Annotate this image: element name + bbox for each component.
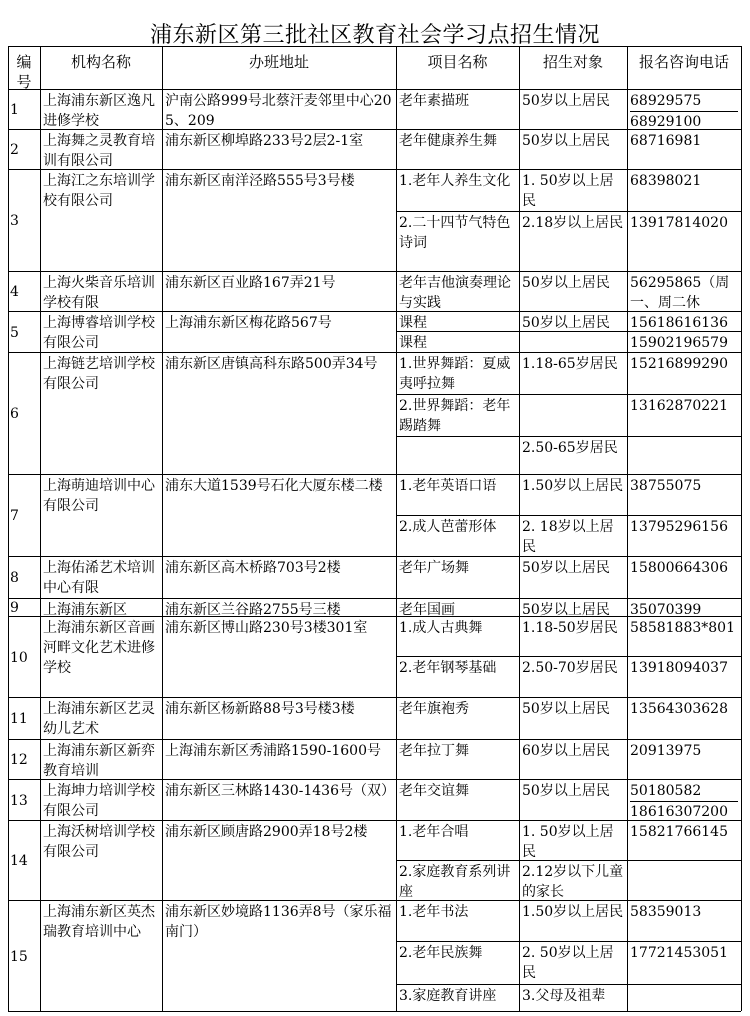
institution-name: 上海舞之灵教育培训有限公司 bbox=[43, 133, 155, 169]
project-name: 老年国画 bbox=[399, 602, 455, 616]
institution-name: 上海浦东新区逸凡进修学校 bbox=[43, 93, 155, 129]
project-name: 2.老年民族舞 bbox=[399, 945, 483, 961]
class-address: 浦东新区柳埠路233号2层2-1室 bbox=[165, 133, 364, 149]
institution-name: 上海江之东培训学校有限公司 bbox=[43, 173, 155, 209]
project-name: 2.二十四节气特色诗词 bbox=[399, 215, 511, 251]
row-number: 3 bbox=[10, 213, 19, 229]
institution-name: 上海浦东新区音画河畔文化艺术进修学校 bbox=[43, 620, 155, 676]
column-header: 项目名称 bbox=[427, 53, 488, 71]
contact-phone bbox=[627, 598, 741, 616]
phone-number: 68929100 bbox=[630, 111, 738, 129]
contact-phone bbox=[627, 169, 741, 211]
phone-number: 50180582 bbox=[630, 783, 702, 799]
phone-number: 56295865（周一、周二休 bbox=[630, 275, 730, 311]
row-number: 11 bbox=[10, 711, 28, 727]
enrollment-target: 2. 18岁以上居民 bbox=[522, 519, 614, 555]
phone-number: 13917814020 bbox=[630, 215, 728, 231]
institution-name: 上海浦东新区 bbox=[43, 602, 127, 616]
phone-number: 13162870221 bbox=[630, 398, 728, 414]
row-number: 12 bbox=[10, 752, 28, 768]
project-name bbox=[396, 436, 519, 474]
project-name: 老年素描班 bbox=[399, 93, 469, 109]
class-address: 浦东新区百业路167弄21号 bbox=[165, 275, 336, 291]
class-address: 浦东新区顾唐路2900弄18号2楼 bbox=[165, 824, 368, 840]
contact-phone bbox=[627, 515, 741, 556]
project-name: 老年拉丁舞 bbox=[399, 743, 469, 759]
contact-phone bbox=[627, 900, 741, 941]
enrollment-target: 50岁以上居民 bbox=[522, 133, 610, 149]
enrollment-target: 50岁以上居民 bbox=[522, 275, 610, 291]
phone-number: 58581883*801 bbox=[630, 620, 735, 636]
row-number: 4 bbox=[10, 284, 19, 300]
row-number: 5 bbox=[10, 324, 19, 341]
enrollment-target: 1.50岁以上居民 bbox=[522, 904, 624, 920]
row-number: 15 bbox=[10, 948, 28, 965]
project-name: 3.家庭教育讲座 bbox=[399, 988, 497, 1004]
row-number: 8 bbox=[10, 570, 19, 586]
project-name: 老年吉他演奏理论与实践 bbox=[399, 275, 511, 311]
enrollment-target: 1.18-50岁居民 bbox=[522, 620, 618, 636]
phone-number: 15902196579 bbox=[630, 335, 728, 351]
phone-number: 68929575 bbox=[630, 93, 702, 109]
phone-number: 68398021 bbox=[630, 173, 702, 189]
project-name: 老年健康养生舞 bbox=[399, 133, 497, 149]
contact-phone bbox=[627, 556, 741, 598]
enrollment-target: 1.50岁以上居民 bbox=[522, 478, 624, 494]
enrollment-target: 1. 50岁以上居民 bbox=[522, 824, 614, 860]
project-name: 1.老年书法 bbox=[399, 904, 469, 920]
contact-phone bbox=[627, 271, 741, 311]
project-name: 老年广场舞 bbox=[399, 560, 469, 576]
contact-phone bbox=[627, 89, 741, 129]
enrollment-target: 2. 50岁以上居民 bbox=[522, 945, 614, 981]
institution-name: 上海浦东新区新弈教育培训 bbox=[43, 743, 155, 779]
row-number: 13 bbox=[10, 792, 28, 809]
column-header: 机构名称 bbox=[70, 53, 131, 71]
enrollment-target: 2.50-65岁居民 bbox=[522, 440, 618, 456]
class-address: 浦东新区博山路230号3楼301室 bbox=[165, 620, 368, 636]
phone-number: 15800664306 bbox=[630, 560, 728, 576]
contact-phone bbox=[627, 436, 741, 474]
contact-phone bbox=[627, 129, 741, 169]
class-address: 上海浦东新区秀浦路1590-1600号 bbox=[165, 743, 381, 759]
contact-phone bbox=[627, 474, 741, 515]
institution-name: 上海萌迪培训中心有限公司 bbox=[43, 478, 155, 514]
row-number: 1 bbox=[10, 102, 19, 118]
project-name: 老年旗袍秀 bbox=[399, 701, 469, 717]
institution-name: 上海沃树培训学校有限公司 bbox=[43, 824, 155, 860]
contact-phone bbox=[627, 860, 741, 900]
enrollment-target: 3.父母及祖辈 bbox=[522, 988, 606, 1004]
enrollment-target: 60岁以上居民 bbox=[522, 743, 610, 759]
institution-name: 上海浦东新区艺灵幼儿艺术 bbox=[43, 701, 155, 737]
contact-phone bbox=[627, 820, 741, 860]
class-address: 沪南公路999号北蔡汗麦邻里中心205、209 bbox=[165, 93, 392, 129]
enrollment-target: 1. 50岁以上居民 bbox=[522, 173, 614, 209]
phone-number: 38755075 bbox=[630, 478, 702, 494]
project-name: 1.老年英语口语 bbox=[399, 478, 497, 494]
contact-phone bbox=[627, 984, 741, 1011]
project-name: 课程 bbox=[399, 315, 427, 331]
enrollment-target: 2.50-70岁居民 bbox=[522, 660, 618, 676]
row-number: 10 bbox=[10, 649, 28, 666]
column-header: 招生对象 bbox=[542, 53, 603, 71]
contact-phone bbox=[627, 697, 741, 739]
phone-number: 58359013 bbox=[630, 904, 702, 920]
phone-number: 15618616136 bbox=[630, 315, 728, 331]
enrollment-target: 2.12岁以下儿童的家长 bbox=[522, 864, 624, 900]
row-number: 14 bbox=[10, 853, 28, 869]
class-address: 浦东新区南洋泾路555号3号楼 bbox=[165, 173, 355, 189]
project-name: 2.成人芭蕾形体 bbox=[399, 519, 497, 535]
contact-phone bbox=[627, 394, 741, 436]
class-address: 浦东新区唐镇高科东路500弄34号 bbox=[165, 356, 378, 372]
enrollment-target: 50岁以上居民 bbox=[522, 315, 610, 331]
project-name: 1.老年人养生文化 bbox=[399, 173, 511, 189]
enrollment-target: 50岁以上居民 bbox=[522, 560, 610, 576]
row-number: 7 bbox=[10, 508, 19, 524]
phone-number: 13795296156 bbox=[630, 519, 728, 535]
institution-name: 上海坤力培训学校有限公司 bbox=[43, 783, 155, 819]
contact-phone bbox=[627, 616, 741, 656]
phone-number: 13918094037 bbox=[630, 660, 728, 676]
institution-name: 上海链艺培训学校有限公司 bbox=[43, 356, 155, 392]
enrollment-target: 2.18岁以上居民 bbox=[522, 215, 624, 231]
row-number: 9 bbox=[10, 600, 19, 616]
institution-name: 上海浦东新区英杰瑞教育培训中心 bbox=[43, 904, 155, 940]
institution-name: 上海佑浠艺术培训中心有限 bbox=[43, 560, 155, 596]
contact-phone bbox=[627, 656, 741, 697]
phone-number: 35070399 bbox=[630, 602, 702, 616]
project-name: 老年交谊舞 bbox=[399, 783, 469, 799]
project-name: 课程 bbox=[399, 335, 427, 351]
contact-phone bbox=[627, 211, 741, 271]
page-title: 浦东新区第三批社区教育社会学习点招生情况 bbox=[149, 23, 600, 48]
project-name: 1.老年合唱 bbox=[399, 824, 469, 840]
enrollment-target: 50岁以上居民 bbox=[522, 701, 610, 717]
enrollment-target bbox=[519, 394, 627, 436]
class-address: 浦东新区三林路1430-1436号（双） bbox=[165, 783, 395, 799]
project-name: 2.老年钢琴基础 bbox=[399, 660, 497, 676]
project-name: 1.成人古典舞 bbox=[399, 620, 483, 636]
contact-phone bbox=[627, 779, 741, 820]
phone-number: 68716981 bbox=[630, 133, 702, 149]
phone-number: 13564303628 bbox=[630, 701, 728, 717]
class-address: 浦东大道1539号石化大厦东楼二楼 bbox=[165, 478, 383, 494]
class-address: 浦东新区杨新路88号3号楼3楼 bbox=[165, 701, 355, 717]
project-name: 2.家庭教育系列讲座 bbox=[399, 864, 511, 900]
project-name: 2.世界舞蹈：老年踢踏舞 bbox=[399, 398, 511, 434]
enrollment-target: 1.18-65岁居民 bbox=[522, 356, 618, 372]
column-header: 报名咨询电话 bbox=[638, 53, 729, 71]
row-number: 6 bbox=[10, 406, 19, 422]
column-header: 编号 bbox=[16, 53, 32, 89]
row-number: 2 bbox=[10, 142, 19, 158]
enrollment-target: 50岁以上居民 bbox=[522, 783, 610, 799]
institution-name: 上海火柴音乐培训学校有限 bbox=[43, 275, 155, 311]
project-name: 1.世界舞蹈：夏威夷呼拉舞 bbox=[399, 356, 511, 392]
enrollment-target: 50岁以上居民 bbox=[522, 602, 610, 616]
contact-phone bbox=[627, 941, 741, 984]
class-address: 浦东新区兰谷路2755号三楼 bbox=[165, 602, 341, 616]
contact-phone bbox=[627, 352, 741, 394]
class-address: 浦东新区妙境路1136弄8号（家乐福南门） bbox=[165, 904, 392, 940]
class-address: 上海浦东新区梅花路567号 bbox=[165, 315, 332, 331]
column-header: 办班地址 bbox=[248, 53, 309, 71]
phone-number: 20913975 bbox=[630, 743, 702, 759]
contact-phone bbox=[627, 311, 741, 331]
class-address: 浦东新区高木桥路703号2楼 bbox=[165, 560, 341, 576]
phone-number: 15216899290 bbox=[630, 356, 728, 372]
contact-phone bbox=[627, 331, 741, 352]
contact-phone bbox=[627, 739, 741, 779]
phone-number: 18616307200 bbox=[630, 801, 738, 820]
institution-name: 上海博睿培训学校有限公司 bbox=[43, 315, 155, 351]
phone-number: 17721453051 bbox=[630, 945, 728, 961]
enrollment-target: 50岁以上居民 bbox=[522, 93, 610, 109]
phone-number: 15821766145 bbox=[630, 824, 728, 840]
enrollment-target bbox=[519, 331, 627, 352]
